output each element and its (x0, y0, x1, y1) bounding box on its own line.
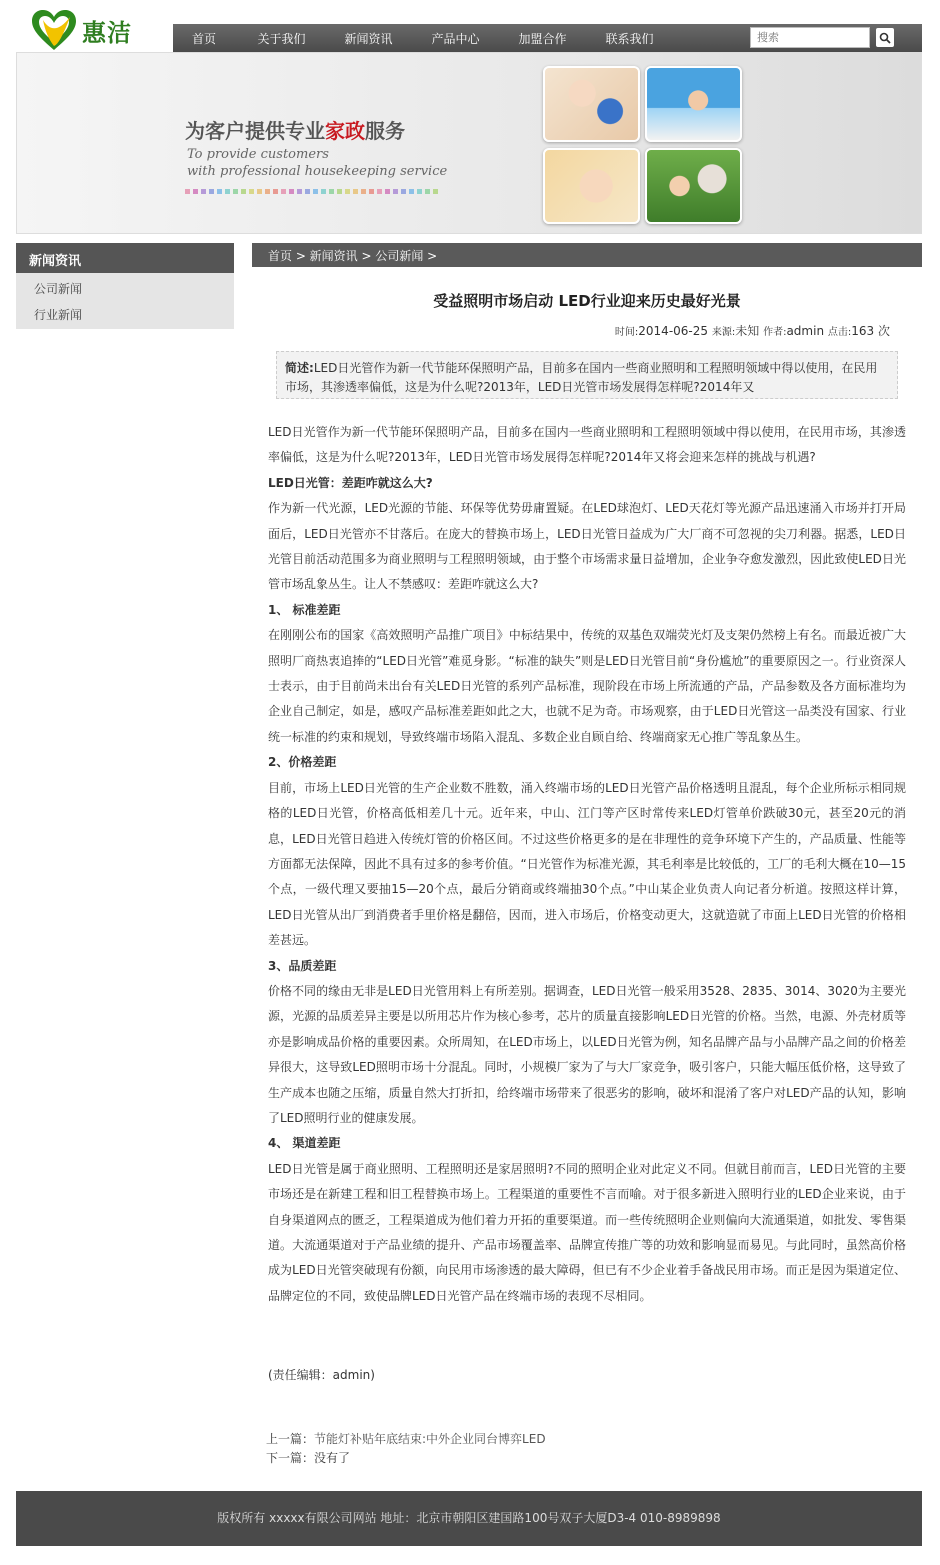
banner-title-post: 服务 (365, 119, 405, 143)
meta-hits: 163 次 (851, 324, 890, 338)
article-paragraph: 价格不同的缘由无非是LED日光管用料上有所差别。据调查，LED日光管一般采用3528、2835、3014、3020为主要光源，光源的品质差异主要是以所用芯片作为核心参考，芯片的质量直接影响LED日光管的价格。当然，电源、外壳材质等亦是影响成品价格的重要因素。众所周知，在LED市场上，以LED日光管为例，知名品牌产品与小品牌产品之间的价格差异很大，这导致LED照明市场十分混乱。同时，小规模厂家为了与大厂家竞争，吸引客户，只能大幅压低价格，这导致了生产成本也随之压缩，质量自然大打折扣，给终端市场带来了很恶劣的影响，破坏和混淆了客户对LED产品的认知，影响了LED照明行业的健康发展。 (268, 983, 906, 1125)
summary-label: 简述: (285, 361, 314, 375)
article-heading: 4、 渠道差距 (268, 1136, 341, 1151)
next-article (266, 1449, 546, 1468)
hero-banner (16, 52, 922, 234)
banner-title-pre: 为客户提供专业 (185, 119, 325, 143)
nav-products[interactable]: 产品中心 (431, 31, 480, 46)
meta-time: 2014-06-25 (638, 324, 709, 338)
article-paragraph: LED日光管作为新一代节能环保照明产品，目前多在国内一些商业照明和工程照明领域中得以使用，在民用市场，其渗透率偏低，这是为什么呢?2013年，LED日光管市场发展得怎样呢?2014年又将会迎来怎样的挑战与机遇? (268, 425, 906, 465)
next-label: 下一篇： (266, 1451, 315, 1465)
article-body (268, 420, 906, 1309)
article-meta (615, 322, 890, 339)
prev-article (266, 1430, 546, 1449)
banner-photo-family (543, 66, 640, 142)
banner-title-highlight: 家政 (325, 119, 365, 143)
prev-next-nav (266, 1430, 546, 1468)
site-footer: 版权所有 xxxxx有限公司网站 地址：北京市朝阳区建国路100号双子大厦D3-4 010-8989898 (16, 1491, 922, 1546)
article-heading: 3、品质差距 (268, 958, 337, 973)
banner-subtitle-line2: with professional housekeeping service (187, 164, 448, 179)
article-paragraph: 目前，市场上LED日光管的生产企业数不胜数，涌入终端市场的LED日光管产品价格透明且混乱，每个企业所标示相同规格的LED日光管，价格高低相差几十元。近年来，中山、江门等产区时常传来LED灯管单价跌破30元，甚至20元的消息，LED日光管日趋进入传统灯管的价格区间。不过这些价格更多的是在非理性的竞争环境下产生的，产品质量、性能等方面都无法保障，因此不具有过多的参考价值。“日光管作为标准光源，其毛利率是比较低的，工厂的毛利大概在10—15个点，一级代理又要抽15—20个点，最后分销商或终端抽30个点。”中山某企业负责人向记者分析道。按照这样计算，LED日光管从出厂到消费者手里价格是翻倍，因而，进入市场后，价格变动更大，这就造就了市面上LED日光管的价格相差甚远。 (268, 780, 906, 948)
search-button[interactable] (876, 28, 894, 47)
banner-subtitle (187, 146, 447, 180)
banner-subtitle-line1: To provide customers (187, 147, 329, 162)
meta-source: 未知 (735, 324, 760, 338)
article-heading: 2、价格差距 (268, 755, 337, 770)
nav-about[interactable]: 关于我们 (257, 31, 306, 46)
sidebar-title: 新闻资讯 (16, 243, 234, 273)
site-logo[interactable] (30, 8, 132, 52)
article-paragraph: 在刚刚公布的国家《高效照明产品推广项目》中标结果中，传统的双基色双端荧光灯及支架仍然榜上有名。而最近被广大照明厂商热衷追捧的“LED日光管”难觅身影。“标准的缺失”则是LED日光管目前“身份尴尬”的重要原因之一。行业资深人士表示，由于目前尚未出台有关LED日光管的系列产品标准，现阶段在市场上所流通的产品，产品参数及各方面标准均为企业自己制定，如是，感叹产品标准差距如此之大，也就不足为奇。市场观察，由于LED日光管这一品类没有国家、行业统一标准的约束和规划，导致终端市场陷入混乱、多数企业自顾自给、终端商家无心推广等乱象丛生。 (268, 628, 906, 744)
brand-name: 惠洁 (82, 18, 132, 47)
search-icon (879, 32, 891, 44)
summary-text: LED日光管作为新一代节能环保照明产品，目前多在国内一些商业照明和工程照明领域中得以使用，在民用市场，其渗透率偏低，这是为什么呢?2013年，LED日光管市场发展得怎样呢?2014年又 (285, 361, 878, 394)
nav-contact[interactable]: 联系我们 (605, 31, 654, 46)
meta-source-label: 来源: (711, 327, 736, 338)
next-article-text: 没有了 (314, 1451, 351, 1465)
banner-photo-woman (645, 66, 742, 142)
color-dots-decoration (185, 189, 438, 194)
article-paragraph: LED日光管是属于商业照明、工程照明还是家居照明?不同的照明企业对此定义不同。但就目前而言，LED日光管的主要市场还是在新建工程和旧工程替换市场上。工程渠道的重要性不言而喻。对于很多新进入照明行业的LED企业来说，由于自身渠道网点的匮乏，工程渠道成为他们着力开拓的重要渠道。而一些传统照明企业则偏向大流通渠道，如批发、零售渠道。大流通渠道对于产品业绩的提升、产品市场覆盖率、品牌宣传推广等的功效和影响显而易见。与此同时，虽然高价格成为LED日光管突破现有份额，向民用市场渗透的最大障碍，但已有不少企业着手备战民用市场。而正是因为渠道定位、品牌定位的不同，致使品牌LED日光管产品在终端市场的表现不尽相同。 (268, 1161, 906, 1303)
article-summary (276, 351, 898, 399)
article-heading: LED日光管：差距咋就这么大? (268, 475, 433, 490)
search-input[interactable] (750, 27, 870, 48)
nav-home[interactable]: 首页 (191, 31, 216, 46)
nav-news[interactable]: 新闻资讯 (344, 31, 393, 46)
banner-photo-elderly (645, 148, 742, 224)
meta-author-label: 作者: (763, 327, 787, 338)
sidebar-list (16, 273, 234, 329)
meta-author: admin (786, 324, 825, 338)
heart-logo-icon (30, 8, 78, 52)
banner-title (185, 115, 405, 144)
sidebar-item-industry-news[interactable]: 行业新闻 (34, 308, 83, 322)
main-nav (173, 24, 922, 52)
prev-article-link[interactable]: 节能灯补贴年底结束:中外企业同台博弈LED (314, 1432, 546, 1446)
meta-hits-label: 点击: (827, 327, 852, 338)
breadcrumb[interactable]: 首页 > 新闻资讯 > 公司新闻 > (252, 243, 922, 267)
banner-photo-baby (543, 148, 640, 224)
sidebar-item-company-news[interactable]: 公司新闻 (34, 282, 83, 296)
article-editor: (责任编辑：admin) (268, 1368, 375, 1382)
meta-time-label: 时间: (614, 327, 639, 338)
prev-label: 上一篇： (266, 1432, 315, 1446)
article-heading: 1、 标准差距 (268, 602, 341, 617)
article-paragraph: 作为新一代光源，LED光源的节能、环保等优势毋庸置疑。在LED球泡灯、LED天花灯等光源产品迅速涌入市场并打开局面后，LED日光管亦不甘落后。在庞大的替换市场上，LED日光管日益成为广大厂商不可忽视的尖刀利器。据悉，LED日光管目前活动范围多为商业照明与工程照明领域，由于整个市场需求量日益增加，企业争夺愈发激烈，因此致使LED日光管市场乱象丛生。让人不禁感叹：差距咋就这么大? (268, 501, 906, 592)
article-title: 受益照明市场启动 LED行业迎来历史最好光景 (433, 292, 741, 310)
nav-join[interactable]: 加盟合作 (518, 31, 567, 46)
